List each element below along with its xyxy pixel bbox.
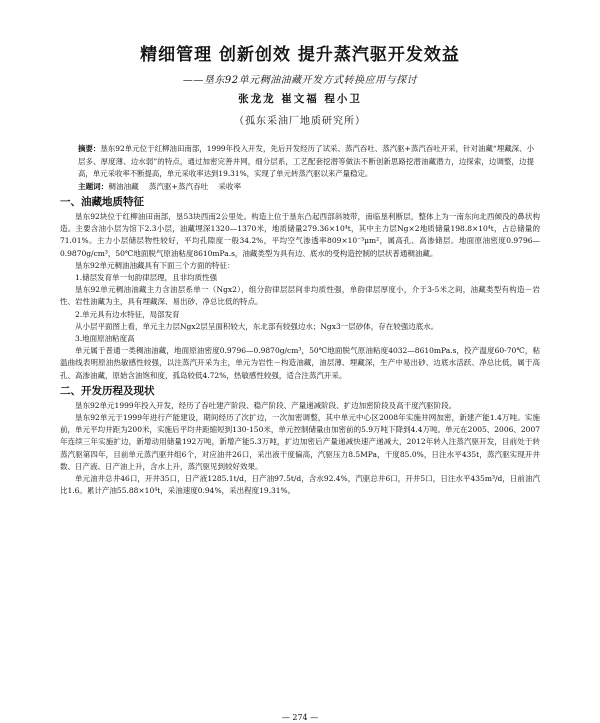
paragraph: 垦东92单元于1999年进行产能建设，期间经历了次扩边，一次加密调整，其中单元中心区2008年实施井网加密，新建产能1.4万吨。实施前，单元平均井距为200米，实施后平均井距缩短到130-150米，单元控制储量由加密前的5.9万吨下降到4.4万吨。单元在2005、2006、2007年连续三年实施扩边，新增动用储量192万吨，新增产能5.3万吨，扩边加密后产量递减快速产递减大，2012年转入注蒸汽驱开发，目前处于转蒸汽驱第四年，目前单元蒸汽驱井组6个，对应油井26口，采出液干度偏高，汽驱压力8.5MPa，干度85.0%，日注水平435t，蒸汽驱实现开井数、日产液、日产油上升，含水上升，蒸汽驱见到较好效果。 — [60, 413, 540, 471]
paragraph: 垦东92单元稠油油藏具有下面三个方面的特征： — [75, 260, 235, 270]
paper-authors: 张龙龙 崔文福 程小卫 — [238, 93, 362, 105]
paragraph: 单元油井总井46口，开井35口，日产液1285.1t/d，日产油97.5t/d，含水92.4%，汽驱总井6口，开井5口，日注水平435m³/d，日前油汽比1.6。累计产油55.88×10⁴t，采油速度0.94%，采出程度19.31%。 — [60, 474, 540, 496]
section-heading-history: 二、开发历程及现状 — [60, 384, 155, 397]
paragraph: 垦东92块位于红柳油田南部，垦53块西南2公里处。构造上位于垦东凸起西部斜坡带，南临垦利断层，整体上为一南东向北西倾没的鼻状构造。主要含油小层为馆下2.3小层，油藏埋深1320—1370米，地质储量279.36×10⁴t，其中主力层Ng×2地质储量198.8×10⁴t，占总储量的71.01%。主力小层储层物性较好，平均孔隙度一般34.2%，平均空气渗透率809×10⁻³μm²，属高孔、高渗储层。地面原油密度0.9796—0.9870g/cm³，50℃地面脱气原油粘度8610mPa.s，油藏类型为具有边、底水的受构造控制的层状普通稠油藏。 — [60, 212, 540, 258]
abstract — [78, 143, 534, 181]
keywords-label: 主题词： — [78, 181, 109, 191]
paper-affiliation: （孤东采油厂地质研究所） — [234, 116, 366, 127]
list-item: 1.储层发育单一旬韵律层理，且非均质性强 — [75, 273, 218, 283]
paragraph: 垦东92单元1999年投入开发，经历了吞吐建产阶段、稳产阶段、产量递减阶段、扩边加密阶段及高干度汽驱阶段。 — [75, 400, 457, 410]
section-heading-geology: 一、油藏地质特征 — [60, 196, 144, 208]
paper-subtitle: ——垦东92单元稠油油藏开发方式转换应用与探讨 — [182, 75, 418, 86]
paper-title: 精细管理 创新创效 提升蒸汽驱开发效益 — [140, 45, 460, 65]
keyword: 采收率 — [218, 181, 242, 191]
keywords — [78, 181, 534, 194]
paragraph: 从小层平面图上看，单元主力层Ngx2层呈面积较大，东北部有较强边水；Ngx3一层砂体，存在较强边底水。 — [75, 321, 439, 331]
keyword: 稠油油藏 — [108, 181, 139, 191]
keyword: 蒸汽驱+蒸汽吞吐 — [148, 181, 209, 191]
list-item: 2.单元具有边水特征，局部发育 — [75, 309, 180, 319]
page-number: — 274 — — [281, 713, 319, 722]
list-item: 3.地面原油粘度高 — [75, 334, 135, 344]
abstract-label: 摘要： — [78, 144, 101, 153]
paragraph: 单元属于普通一类稠油油藏，地面原油密度0.9796—0.9870g/cm³，50℃地面脱气原油粘度4032—8610mPa.s，投产温度60-70℃，粘温曲线表明原油热敏感性较强，以注蒸汽开采为主，单元为岩性－构造油藏，油层薄、埋藏深，生产中易出砂、边底水活跃、净总比低，属于高孔、高渗油藏，原始含油饱和度，孤岛较低4.72%，热敏感性较强，适合注蒸汽开采。 — [60, 346, 540, 380]
abstract-text: 垦东92单元位于红柳油田南部，1999年投入开发，先后开发经历了试采、蒸汽吞吐、蒸汽驱+蒸汽吞吐开采，针对油藏“埋藏深、小层多、厚度薄、边水弱”的特点，通过加密完善井网，细分层系，工艺配套挖潜等做法不断创新思路挖潜油藏潜力，边探索，边调整，边提高，单元采收率不断提高，单元采收率达到19.31%，实现了单元转蒸汽驱以来产量稳定。 — [78, 144, 534, 178]
paragraph: 垦东92单元稠油油藏主力含油层系单一（Ngx2），组分韵律层层间非均质性强，单韵律层厚度小，介于3-5米之间，油藏类型有构造－岩性、岩性油藏为主，具有埋藏深、易出砂、净总比低的特点。 — [60, 285, 540, 307]
